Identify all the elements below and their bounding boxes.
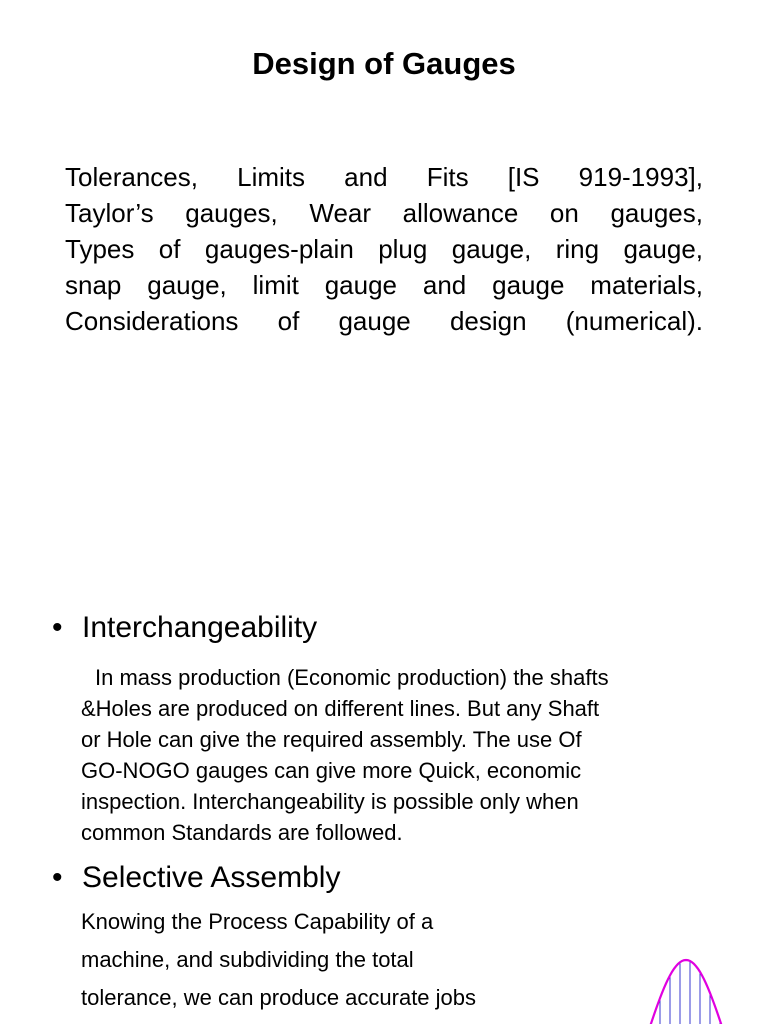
topics-paragraph bbox=[65, 159, 703, 339]
distribution-curve bbox=[580, 960, 768, 1024]
section-heading-label: Selective Assembly bbox=[82, 861, 341, 894]
interchangeability-paragraph bbox=[81, 662, 609, 848]
paragraph-line: machine, and subdividing the total bbox=[81, 947, 414, 972]
selective-assembly-paragraph bbox=[81, 903, 476, 1017]
paragraph-line: inspection. Interchangeability is possible only when bbox=[81, 789, 579, 814]
paragraph-line: tolerance, we can produce accurate jobs bbox=[81, 985, 477, 1010]
topics-line: Considerations of gauge design (numerical). bbox=[65, 306, 703, 336]
section-heading-label: Interchangeability bbox=[82, 611, 318, 644]
topics-line: snap gauge, limit gauge and gauge materials, bbox=[65, 270, 703, 300]
paragraph-line: Knowing the Process Capability of a bbox=[81, 909, 434, 934]
paragraph-line: GO-NOGO gauges can give more Quick, economic bbox=[81, 758, 582, 783]
topics-line: Types of gauges-plain plug gauge, ring gauge, bbox=[65, 234, 703, 264]
paragraph-line: or Hole can give the required assembly. The use Of bbox=[81, 727, 582, 752]
bullet-marker: • bbox=[52, 611, 63, 644]
paragraph-line: common Standards are followed. bbox=[81, 820, 403, 845]
paragraph-line: In mass production (Economic production) the shafts bbox=[95, 665, 609, 690]
paragraph-line: &Holes are produced on different lines. But any Shaft bbox=[81, 696, 600, 721]
slide-title: Design of Gauges bbox=[252, 46, 516, 81]
bullet-marker: • bbox=[52, 861, 63, 894]
topics-line: Taylor’s gauges, Wear allowance on gauges, bbox=[65, 198, 703, 228]
normal-distribution-curve-figure bbox=[560, 940, 768, 1024]
topics-line: Tolerances, Limits and Fits [IS 919-1993], bbox=[65, 162, 703, 192]
